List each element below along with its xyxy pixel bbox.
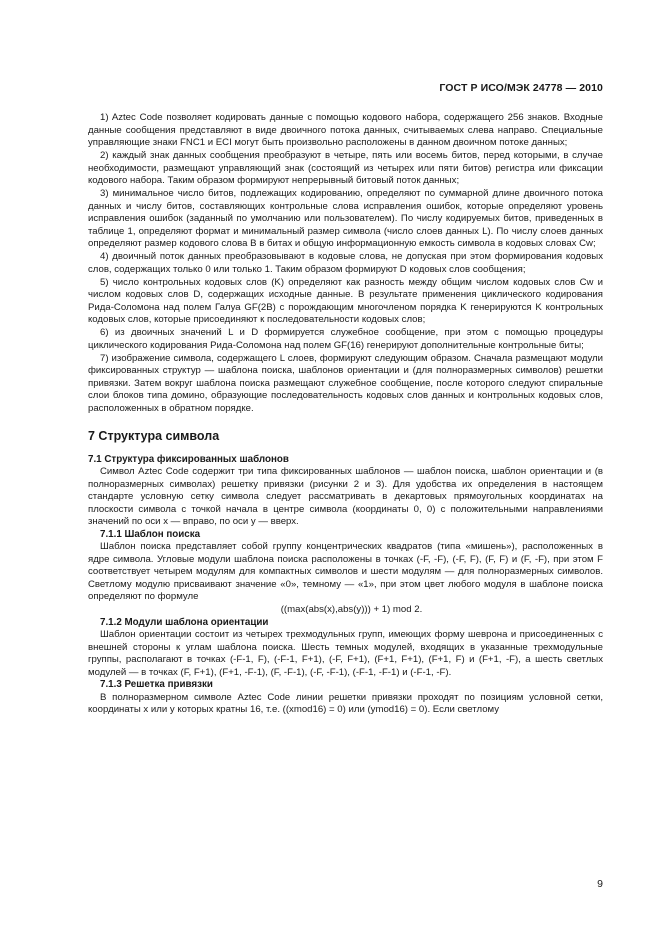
section-7-1-2-text: Шаблон ориентации состоит из четырех трехмодульных групп, имеющих форму шеврона и присоединенных с внешней стороны к углам шаблона поиска. Шесть темных модулей, входящих в указанные трехмодульные группы, располагают в точках (-F-1, F), (-F-1, F+1), (-F, F+1), (F+1, F+1), (F+1, F) и (F+1, -F), а шесть светлых модулей — в точках (F, F+1), (F+1, -F-1), (F, -F-1), (-F, -F-1), (-F-1, -F-1) и (-F-1, -F). <box>88 629 603 678</box>
section-7-1-3-text: В полноразмерном символе Aztec Code линии решетки привязки проходят по позициям условной сетки, координаты x или y которых кратны 16, т.е. ((xmod16) = 0) или (ymod16) = 0). Если светлому <box>88 691 603 715</box>
standard-header: ГОСТ Р ИСО/МЭК 24778 — 2010 <box>439 82 603 94</box>
list-item-1: 1) Aztec Code позволяет кодировать данные с помощью кодового набора, содержащего 256 знаков. Входные данные сообщения представляют в виде двоичного потока данных, считываемых слева направо. Специальные управляющие знаки FNC1 и ECI могут быть произвольно расположены в данном двоичном потоке данных; <box>88 112 603 148</box>
section-7-1-2-title: 7.1.2 Модули шаблона ориентации <box>100 616 269 628</box>
page-number: 9 <box>597 878 603 890</box>
list-item-3: 3) минимальное число битов, подлежащих кодированию, определяют по суммарной длине двоичного потока данных и числу битов, составляющих контрольные слова исправления ошибок, которые определяют уровень исправления ошибок (заданный по умолчанию или пользователем). По числу кодируемых битов, приведенных в таблице 1, определяют формат и минимальный размер символа (число слоев данных L). По числу слоев данных определяют размер кодового слова B в битах и общую информационную емкость символа в кодовых словах Cw; <box>88 188 603 249</box>
list-item-4: 4) двоичный поток данных преобразовывают в кодовые слова, не допуская при этом формирования кодовых слов, содержащих только 0 или только 1. Таким образом формируют D кодовых слов сообщения; <box>88 251 603 275</box>
section-7-1-text: Символ Aztec Code содержит три типа фиксированных шаблонов — шаблон поиска, шаблон ориентации и (в полноразмерных символах) решетку привязки (рисунки 2 и 3). Для удобства их определения в настоящем стандарте условную сетку символа следует рассматривать в декартовых прямоугольных координатах на плоскости символа с точкой начала в центре символа (координаты 0, 0) с положительными направлениями значений по оси x — вправо, по оси y — вверх. <box>88 466 603 527</box>
list-item-2: 2) каждый знак данных сообщения преобразуют в четыре, пять или восемь битов, перед которыми, в случае необходимости, размещают управляющий знак (состоящий из четырех или пяти битов) регистра или фиксации кодового набора. Таким образом формируют непрерывный битовый поток данных; <box>88 150 603 186</box>
section-7-1-1-text: Шаблон поиска представляет собой группу концентрических квадратов (типа «мишень»), расположенных в ядре символа. Угловые модули шаблона поиска расположены в точках (-F, -F), (-F, F), (F, F) и (F, -F), при этом F соответствует четырем модулям для компактных символов и шести модулям — для полноразмерных символов. Светлому модулю присваивают значение «0», темному — «1», при этом цвет любого модуля в шаблоне поиска определяют по формуле <box>88 541 603 602</box>
list-item-5: 5) число контрольных кодовых слов (K) определяют как разность между общим числом кодовых слов Cw и числом кодовых слов D, содержащих исходные данные. В результате применения циклического кодирования Рида-Соломона над полем Галуа GF(2B) с порождающим многочленом порядка K генерируются K контрольных кодовых слов, которые присоединяют к последовательности кодовых слов; <box>88 276 603 325</box>
section-7-1-1-title: 7.1.1 Шаблон поиска <box>100 528 201 540</box>
section-7-1-title: 7.1 Структура фиксированных шаблонов <box>88 453 289 465</box>
formula: ((max(abs(x),abs(y))) + 1) mod 2. <box>280 604 423 615</box>
section-7-title: 7 Структура символа <box>88 429 220 443</box>
section-7-1-3-title: 7.1.3 Решетка привязки <box>100 679 213 690</box>
list-item-6: 6) из двоичных значений L и D формируется служебное сообщение, при этом с помощью процедуры циклического кодирования Рида-Соломона над полем GF(16) генерируют дополнительные контрольные биты; <box>88 327 603 351</box>
list-item-7: 7) изображение символа, содержащего L слоев, формируют следующим образом. Сначала размещают модули фиксированных структур — шаблона поиска, шаблонов ориентации и (для полноразмерных символов) решетки привязки. Затем вокруг шаблона поиска размещают служебное сообщение, после которого следуют спиральные слои блоков типа домино, образующие последовательность кодовых слов данных и контрольных кодовых слов, расположенных в обратном порядке. <box>88 352 603 414</box>
page-content <box>88 112 603 717</box>
